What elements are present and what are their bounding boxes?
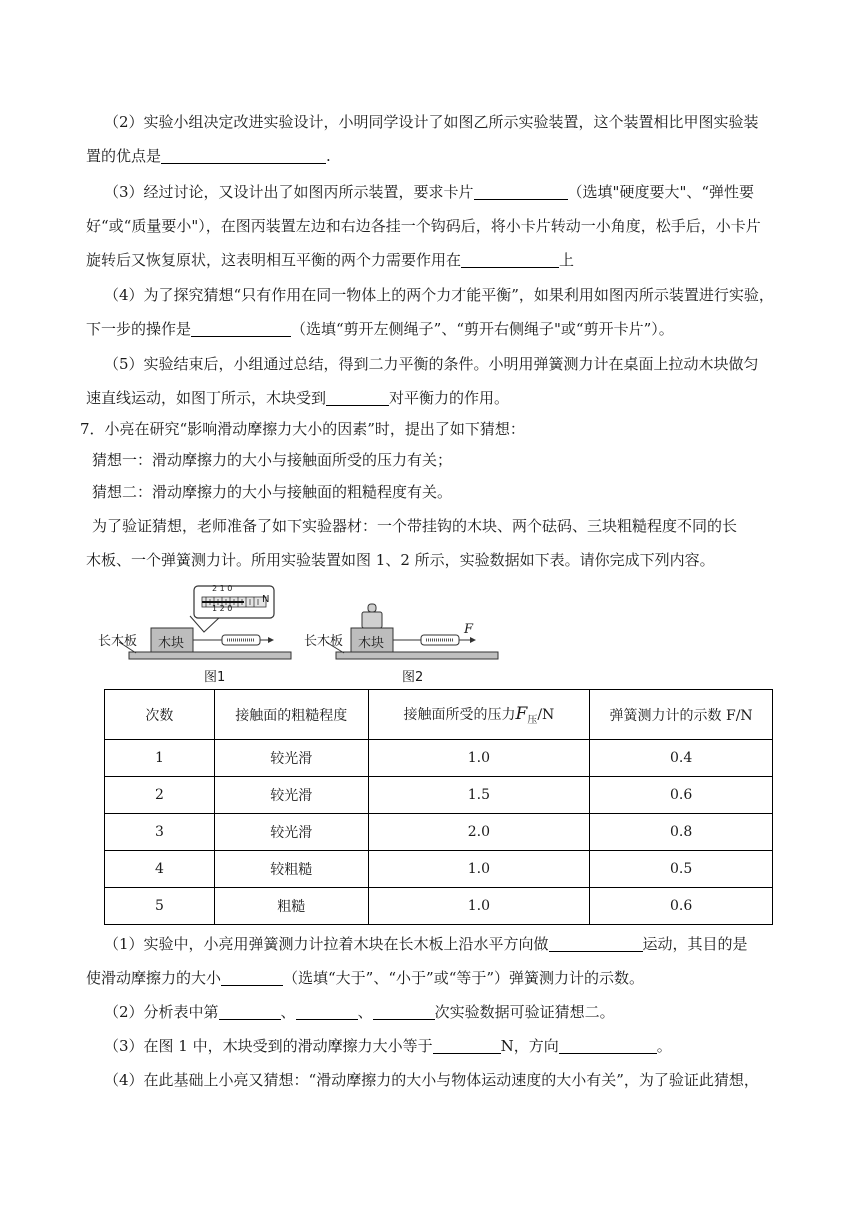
q7-intro: 7．小亮在研究“影响滑动摩擦力大小的因素”时，提出了如下猜想： (80, 420, 525, 438)
q7-materials-2: 木板、一个弹簧测力计。所用实验装置如图 1、2 所示，实验数据如下表。请你完成下列内容。 (86, 551, 715, 569)
answer-blank[interactable] (221, 970, 283, 986)
q7-guess-2: 猜想二：滑动摩擦力的大小与接触面的粗糙程度有关。 (92, 483, 453, 501)
data-table (104, 689, 773, 925)
figure-2-caption: 图2 (402, 670, 424, 685)
answer-blank[interactable] (219, 1004, 281, 1020)
p5-line-1: （5）实验结束后，小组通过总结，得到二力平衡的条件。小明用弹簧测力计在桌面上拉动木块做匀 (104, 355, 759, 373)
table-row: 5 粗糙 1.0 0.6 (105, 888, 773, 925)
answer-blank[interactable] (433, 1038, 501, 1054)
answer-blank[interactable] (559, 1038, 657, 1054)
figure-1-caption: 图1 (204, 670, 226, 685)
header-scale-reading: 弹簧测力计的示数 F/N (590, 690, 773, 740)
p4-line-1: （4）为了探究猜想“只有作用在同一物体上的两个力才能平衡”，如果利用如图丙所示装置进行实验， (104, 286, 774, 304)
table-row: 1 较光滑 1.0 0.4 (105, 740, 773, 777)
board-label-1: 长木板 (98, 634, 138, 649)
answer-blank[interactable] (474, 184, 568, 200)
answer-blank[interactable] (161, 148, 326, 164)
p3-line-3: 旋转后又恢复原状，这表明相互平衡的两个力需要作用在 上 (86, 251, 575, 269)
q7-materials-1: 为了验证猜想，老师准备了如下实验器材：一个带挂钩的木块、两个砝码、三块粗糙程度不同的长 (92, 517, 738, 535)
s3-line: （3）在图 1 中，木块受到的滑动摩擦力大小等于 N，方向 。 (104, 1037, 672, 1055)
board-label-2: 长木板 (304, 634, 344, 649)
answer-blank[interactable] (549, 936, 643, 952)
p5-line-2: 速直线运动，如图丁所示，木块受到 对平衡力的作用。 (86, 389, 510, 407)
table-row: 2 较光滑 1.5 0.6 (105, 777, 773, 814)
scale-unit: N (262, 594, 270, 605)
header-trial: 次数 (105, 690, 215, 740)
p3-line-2: 好“或“质量要小"），在图丙装置左边和右边各挂一个钩码后，将小卡片转动一小角度，松手后，小卡片 (86, 217, 761, 235)
answer-blank[interactable] (191, 321, 291, 337)
table-header-row (105, 690, 773, 740)
answer-blank[interactable] (373, 1004, 435, 1020)
s4-line: （4）在此基础上小亮又猜想：“滑动摩擦力的大小与物体运动速度的大小有关”，为了验证此猜想， (104, 1071, 759, 1089)
s2-line: （2）分析表中第 、 、 次实验数据可验证猜想二。 (104, 1003, 615, 1021)
answer-blank[interactable] (296, 1004, 358, 1020)
p2-line-2: 置的优点是 . (86, 147, 331, 165)
scale-numbers-bottom: 1 2 0 (212, 604, 233, 613)
s1-line-2: 使滑动摩擦力的大小 （选填“大于”、“小于”或“等于”）弹簧测力计的示数。 (86, 969, 645, 987)
apparatus-figure (94, 580, 514, 684)
p3-line-1: （3）经过讨论，又设计出了如图丙所示装置，要求卡片 （选填"硬度要大"、“弹性要 (104, 183, 755, 201)
table-row: 3 较光滑 2.0 0.8 (105, 814, 773, 851)
s1-line-1: （1）实验中，小亮用弹簧测力计拉着木块在长木板上沿水平方向做 运动，其目的是 (104, 935, 748, 953)
header-pressure: 接触面所受的压力$F_压/N$ (368, 690, 590, 740)
block-label-2: 木块 (358, 636, 385, 651)
answer-blank[interactable] (461, 252, 559, 268)
scale-numbers-top: 2 1 0 (212, 584, 233, 593)
table-row: 4 较粗糙 1.0 0.5 (105, 851, 773, 888)
p2-line-1: （2）实验小组决定改进实验设计，小明同学设计了如图乙所示实验装置，这个装置相比甲图实验装 (104, 113, 759, 131)
q7-guess-1: 猜想一：滑动摩擦力的大小与接触面所受的压力有关； (92, 451, 453, 469)
force-label: F (464, 622, 474, 637)
weight (362, 612, 382, 628)
answer-blank[interactable] (326, 390, 389, 406)
p4-line-2: 下一步的操作是 （选填“剪开左侧绳子”、“剪开右侧绳子"或“剪开卡片”）。 (86, 320, 674, 338)
header-roughness: 接触面的粗糙程度 (214, 690, 368, 740)
block-label-1: 木块 (158, 636, 185, 651)
